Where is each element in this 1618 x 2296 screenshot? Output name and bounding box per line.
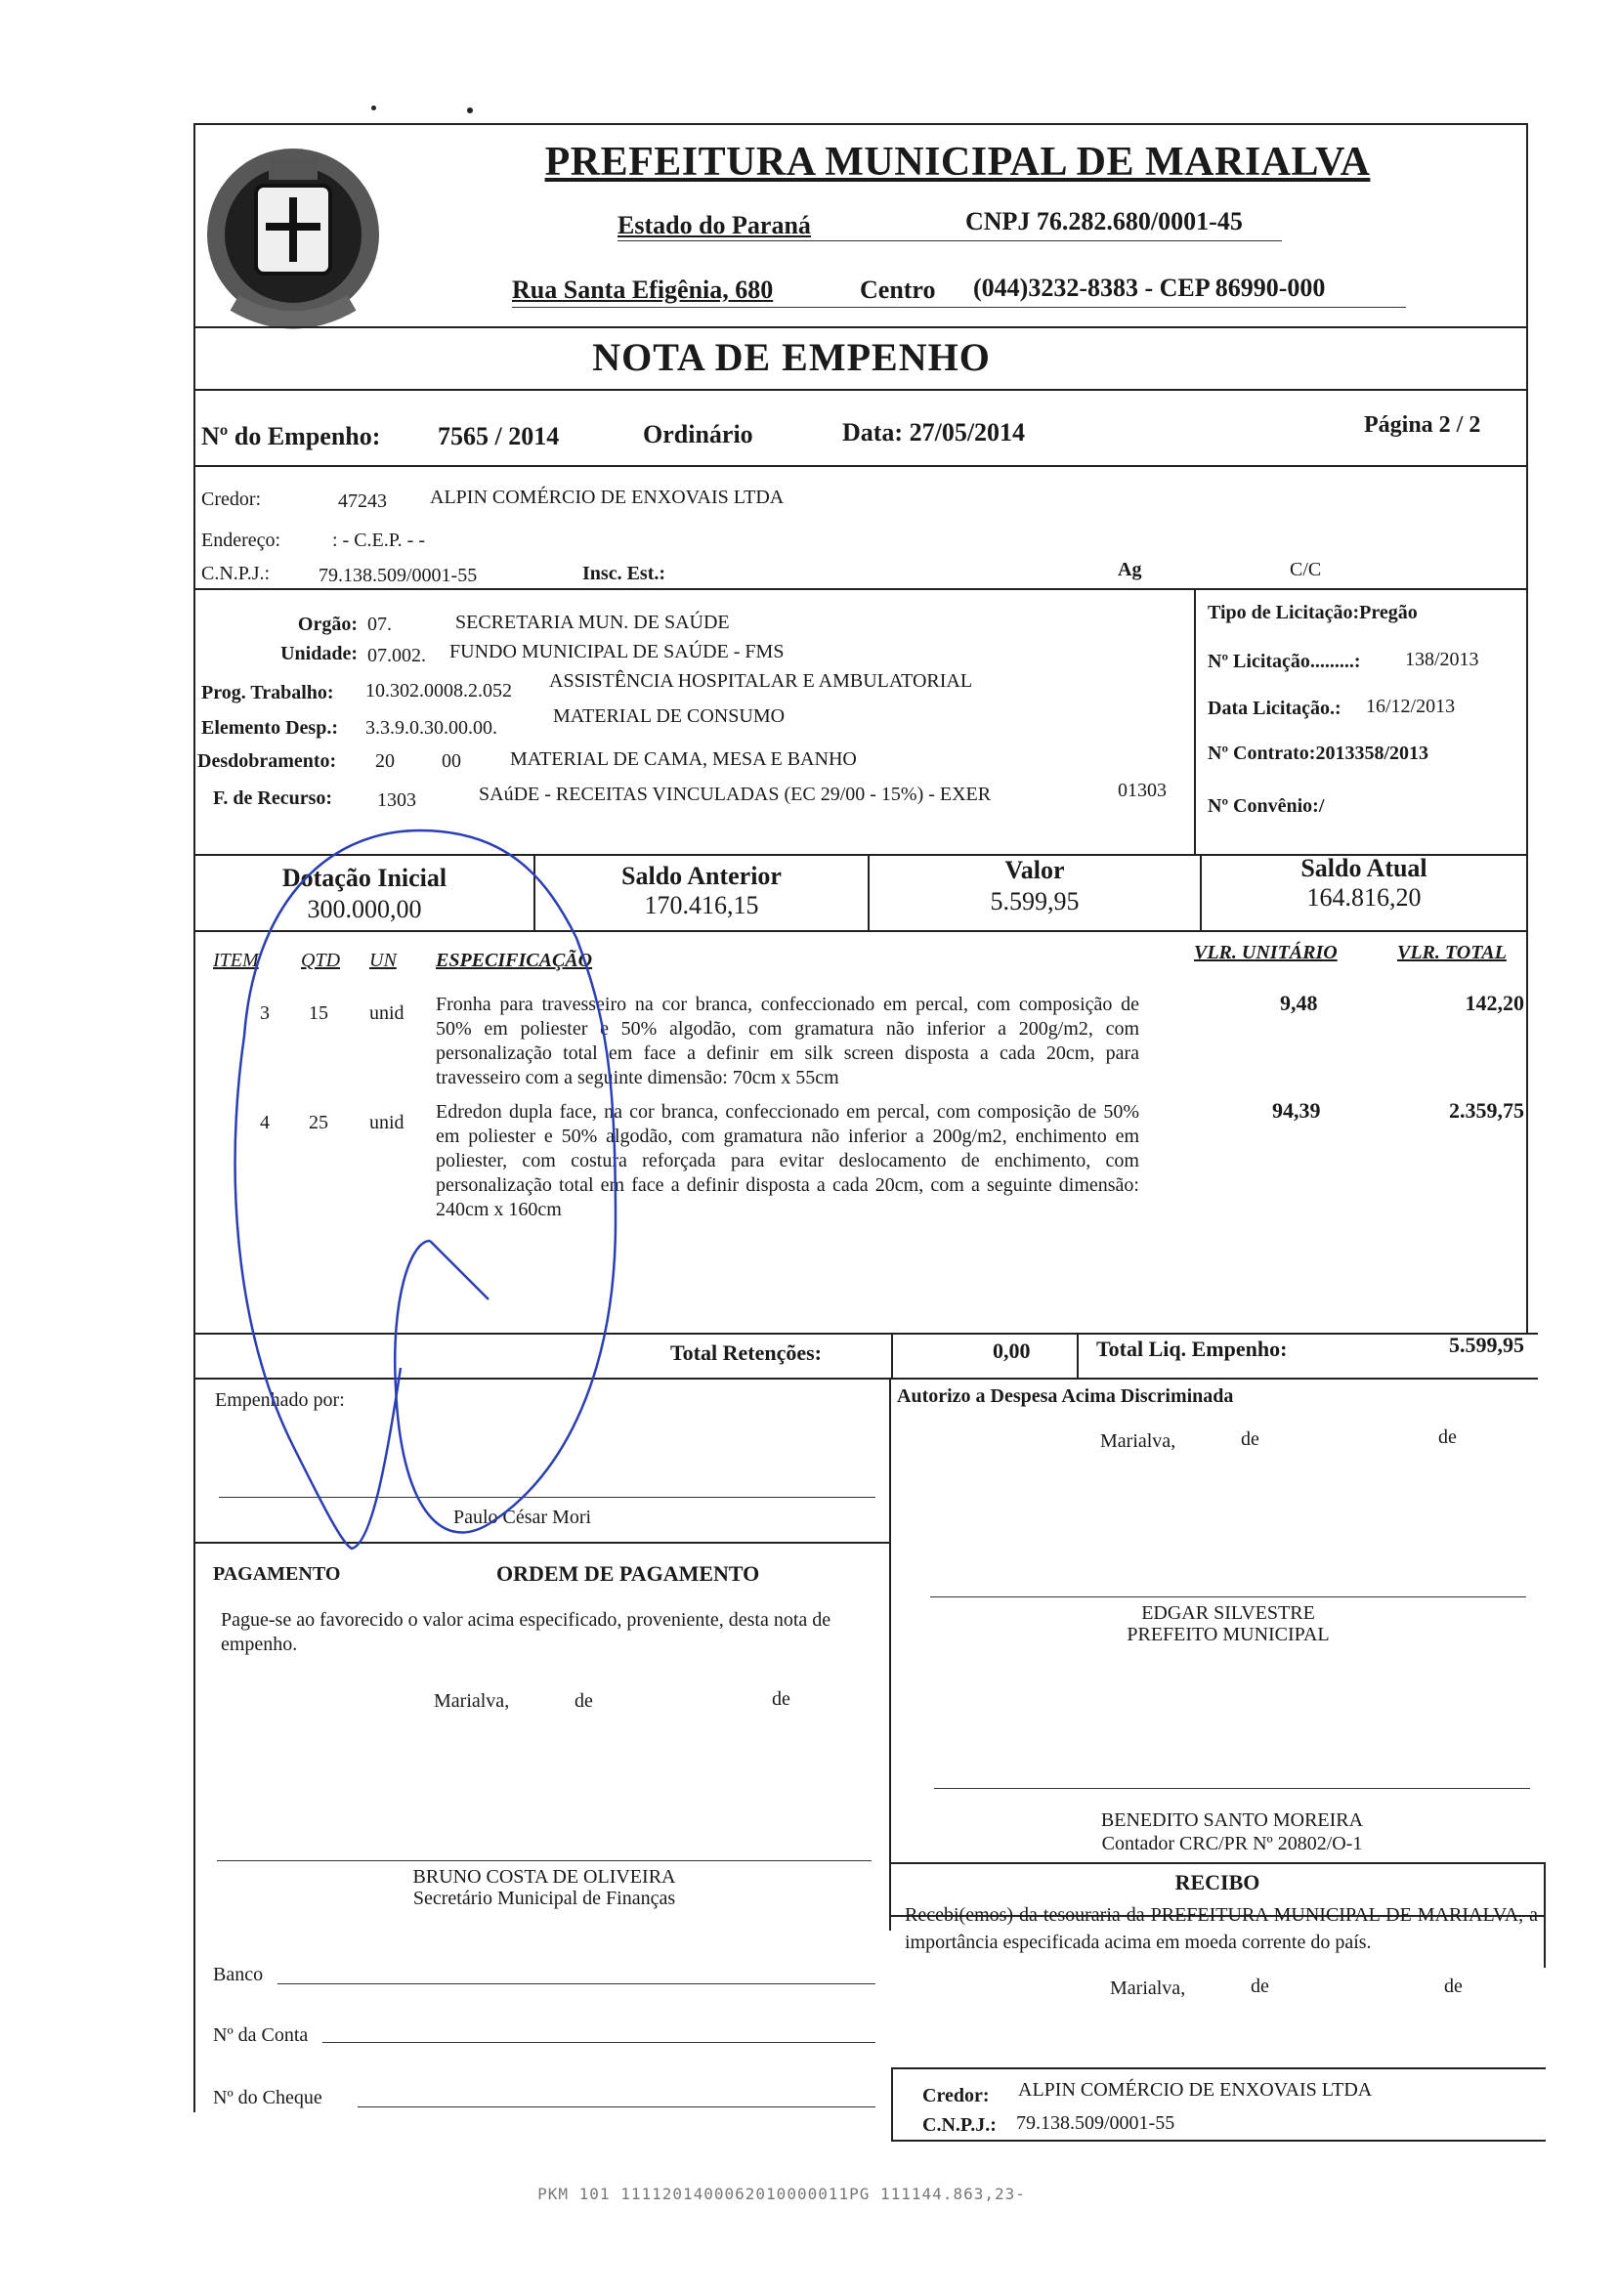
autorizo-city: Marialva, — [1100, 1430, 1176, 1452]
desdobramento-name: MATERIAL DE CAMA, MESA E BANHO — [510, 748, 857, 770]
recibo-bottom — [891, 2067, 1546, 2069]
prog-trabalho-name: ASSISTÊNCIA HOSPITALAR E AMBULATORIAL — [549, 670, 973, 692]
autorizo-de-1: de — [1241, 1428, 1259, 1450]
recurso-name: SAúDE - RECEITAS VINCULADAS (EC 29/00 - 15%) - EXER — [479, 784, 992, 805]
pagamento-de-2: de — [772, 1688, 790, 1710]
outer-right-border — [1526, 123, 1528, 1335]
recibo-cnpj-label: C.N.P.J.: — [922, 2114, 997, 2136]
address-label: Endereço: — [201, 530, 281, 551]
saldo-atual-label: Saldo Atual — [1300, 854, 1427, 882]
banco-input-line — [277, 1983, 875, 1984]
valor-value: 5.599,95 — [990, 887, 1080, 915]
unidade-label: Unidade: — [280, 643, 358, 664]
conta-input-line — [322, 2042, 875, 2043]
licitacao-date-label: Data Licitação.: — [1208, 698, 1341, 719]
item-4-total: 2.359,75 — [1449, 1098, 1524, 1123]
address-district: Centro — [860, 276, 936, 304]
credor-code: 47243 — [338, 490, 387, 512]
empenhado-bottom — [193, 1542, 889, 1544]
municipal-coat-of-arms — [195, 137, 391, 342]
total-liq-value: 5.599,95 — [1449, 1333, 1524, 1357]
item-3-qty: 15 — [309, 1002, 328, 1024]
credor-block-bottom — [193, 588, 1528, 590]
empenho-number: 7565 / 2014 — [438, 422, 560, 450]
col-spec: ESPECIFICAÇÃO — [436, 950, 593, 971]
unidade-code: 07.002. — [367, 645, 426, 666]
budget-divider — [1194, 588, 1196, 856]
recurso-label: F. de Recurso: — [213, 787, 333, 809]
orgao-code: 07. — [367, 614, 392, 635]
item-4-qty: 25 — [309, 1112, 328, 1133]
empenho-type: Ordinário — [643, 420, 753, 448]
autorizo-de-2: de — [1438, 1426, 1457, 1448]
outer-top-border — [193, 123, 1528, 125]
autorizo-text: Autorizo a Despesa Acima Discriminada — [897, 1385, 1234, 1407]
unidade-name: FUNDO MUNICIPAL DE SAÚDE - FMS — [449, 641, 785, 662]
retencoes-top — [193, 1333, 1538, 1335]
title-box-top — [193, 326, 1528, 328]
document-title: NOTA DE EMPENHO — [592, 335, 991, 379]
item-3-unit-price: 9,48 — [1280, 991, 1318, 1015]
prog-trabalho-label: Prog. Trabalho: — [201, 682, 334, 703]
scan-mark — [371, 106, 376, 110]
prog-trabalho-code: 10.302.0008.2.052 — [365, 680, 512, 702]
item-3-total: 142,20 — [1465, 991, 1524, 1015]
col-vlr-total: VLR. TOTAL — [1397, 942, 1507, 963]
item-3-spec: Fronha para travesseiro na cor branca, confeccionado em percal, com composição de 50% em poliester e 50% algodão, com gramatura não inferior a 200g/m2, com personalização total em face a definir em silk screen disposta a cada 20cm, para travesseiro com a seguinte dimensão: 70cm x 55cm — [436, 994, 1139, 1088]
convenio-number: Nº Convênio:/ — [1208, 795, 1325, 817]
cnpj-header: CNPJ 76.282.680/0001-45 — [965, 207, 1243, 235]
recibo-text: Recebi(emos) da tesouraria da PREFEITURA MUNICIPAL DE MARIALVA, a importância especificada acima em moeda corrente do país. — [905, 1904, 1538, 1953]
address-street: Rua Santa Efigênia, 680 — [512, 276, 774, 304]
orgao-name: SECRETARIA MUN. DE SAÚDE — [455, 612, 730, 633]
recibo-credor-label: Credor: — [922, 2085, 990, 2106]
cheque-label: Nº do Cheque — [213, 2087, 322, 2108]
empenho-number-label: Nº do Empenho: — [201, 422, 381, 450]
desdobramento-code: 20 — [375, 750, 395, 772]
recibo-de-2: de — [1444, 1976, 1463, 1997]
recibo-top — [891, 1862, 1546, 1864]
page-number: Página 2 / 2 — [1364, 412, 1481, 438]
elemento-label: Elemento Desp.: — [201, 717, 338, 739]
col-vlr-unit: VLR. UNITÁRIO — [1194, 942, 1338, 963]
pagamento-text: Pague-se ao favorecido o valor acima especificado, proveniente, desta nota de empenho. — [221, 1609, 831, 1655]
title-box-bottom — [193, 389, 1528, 391]
banco-label: Banco — [213, 1964, 264, 1985]
contador-title: Contador CRC/PR Nº 20802/O-1 — [1101, 1833, 1363, 1854]
pagamento-label: PAGAMENTO — [213, 1563, 341, 1585]
item-4-unit: unid — [369, 1112, 404, 1133]
elemento-name: MATERIAL DE CONSUMO — [553, 705, 786, 727]
licitacao-number-label: Nº Licitação.........: — [1208, 651, 1361, 672]
insc-est-label: Insc. Est.: — [582, 563, 666, 584]
state-underline — [617, 240, 1282, 241]
empenhado-right-border — [889, 1378, 891, 1931]
empenho-date: Data: 27/05/2014 — [842, 418, 1026, 446]
ag-label: Ag — [1118, 559, 1142, 580]
retencoes-bottom — [193, 1378, 1538, 1380]
secretario-name: BRUNO COSTA DE OLIVEIRA — [412, 1866, 676, 1888]
valor-label: Valor — [1004, 856, 1065, 884]
address-phone-cep: (044)3232-8383 - CEP 86990-000 — [973, 274, 1326, 302]
empenho-row-bottom — [193, 465, 1528, 467]
saldo-atual-value: 164.816,20 — [1306, 883, 1422, 912]
prefeito-name: EDGAR SILVESTRE — [1141, 1602, 1315, 1624]
pagamento-city: Marialva, — [434, 1690, 510, 1712]
recibo-title: RECIBO — [1174, 1870, 1260, 1894]
item-3-unit: unid — [369, 1002, 404, 1024]
prefeito-title: PREFEITO MUNICIPAL — [1127, 1624, 1330, 1645]
cheque-input-line — [358, 2106, 875, 2107]
credor-cnpj-label: C.N.P.J.: — [201, 563, 271, 584]
outer-left-border — [193, 123, 195, 1335]
secretario-title: Secretário Municipal de Finanças — [412, 1888, 676, 1909]
item-4-unit-price: 94,39 — [1272, 1098, 1321, 1123]
outer-left-lower — [193, 1333, 195, 2112]
desdobramento-sub: 00 — [442, 750, 461, 772]
state-name: Estado do Paraná — [617, 211, 811, 239]
empenhado-signer: Paulo César Mori — [453, 1507, 592, 1528]
scan-mark — [467, 107, 473, 113]
total-liq-label: Total Liq. Empenho: — [1096, 1337, 1288, 1361]
retencoes-div-2 — [1077, 1333, 1079, 1380]
contador-signature-line — [934, 1788, 1530, 1789]
conta-label: Nº da Conta — [213, 2024, 309, 2046]
credor-label: Credor: — [201, 489, 262, 510]
credor-box-left — [891, 2067, 893, 2142]
empenhado-label: Empenhado por: — [215, 1389, 345, 1411]
recibo-city: Marialva, — [1110, 1977, 1186, 1999]
credor-cnpj: 79.138.509/0001-55 — [319, 565, 478, 586]
empenhado-signature-line — [219, 1497, 875, 1498]
item-4-number: 4 — [260, 1112, 270, 1133]
recibo-de-1: de — [1251, 1976, 1269, 1997]
col-qtd: QTD — [301, 950, 341, 971]
retencoes-value: 0,00 — [993, 1339, 1031, 1363]
licitacao-date: 16/12/2013 — [1366, 696, 1456, 717]
saldo-anterior-value: 170.416,15 — [644, 891, 759, 919]
elemento-code: 3.3.9.0.30.00.00. — [365, 717, 497, 739]
address-underline — [512, 307, 1406, 308]
footer-code: PKM 101 1111201400062010000011PG 111144.863,23- — [537, 2185, 1026, 2203]
col-item: ITEM — [213, 950, 259, 971]
pagamento-de-1: de — [575, 1690, 593, 1712]
secretario-signature-line — [217, 1860, 872, 1861]
ordem-pagamento-title: ORDEM DE PAGAMENTO — [496, 1561, 760, 1586]
dotacao-label: Dotação Inicial — [281, 864, 447, 892]
recurso-number: 01303 — [1118, 780, 1167, 801]
contador-name: BENEDITO SANTO MOREIRA — [1100, 1809, 1364, 1831]
contrato-number: Nº Contrato:2013358/2013 — [1208, 743, 1429, 764]
cc-label: C/C — [1290, 559, 1322, 580]
dotacao-value: 300.000,00 — [307, 895, 422, 923]
licitacao-number: 138/2013 — [1405, 649, 1479, 670]
orgao-label: Orgão: — [297, 614, 358, 635]
tipo-licitacao: Tipo de Licitação:Pregão — [1208, 602, 1418, 623]
recibo-credor: ALPIN COMÉRCIO DE ENXOVAIS LTDA — [1018, 2079, 1373, 2101]
totals-bottom — [193, 930, 1528, 932]
retencoes-label: Total Retenções: — [670, 1340, 822, 1365]
credor-box-bottom — [891, 2140, 1546, 2142]
item-3-number: 3 — [260, 1002, 270, 1024]
recurso-code: 1303 — [377, 789, 416, 811]
col-un: UN — [369, 950, 397, 971]
desdobramento-label: Desdobramento: — [197, 750, 337, 772]
item-4-spec: Edredon dupla face, na cor branca, confeccionado em percal, com composição de 50% em poliester e 50% algodão, com gramatura não inferior a 200g/m2, enchimento em poliester, com costura reforçada para evitar deslocamento de enchimento, com personalização total em face a definir disposta a cada 20cm, com a seguinte dimensão: 240cm x 160cm — [436, 1101, 1139, 1220]
page-title: PREFEITURA MUNICIPAL DE MARIALVA — [544, 140, 1371, 185]
prefeito-signature-line — [930, 1596, 1526, 1597]
saldo-anterior-label: Saldo Anterior — [621, 862, 782, 890]
credor-name: ALPIN COMÉRCIO DE ENXOVAIS LTDA — [430, 487, 785, 508]
retencoes-div-1 — [891, 1333, 893, 1380]
address-value: : - C.E.P. - - — [332, 530, 425, 551]
recibo-cnpj: 79.138.509/0001-55 — [1016, 2112, 1175, 2134]
